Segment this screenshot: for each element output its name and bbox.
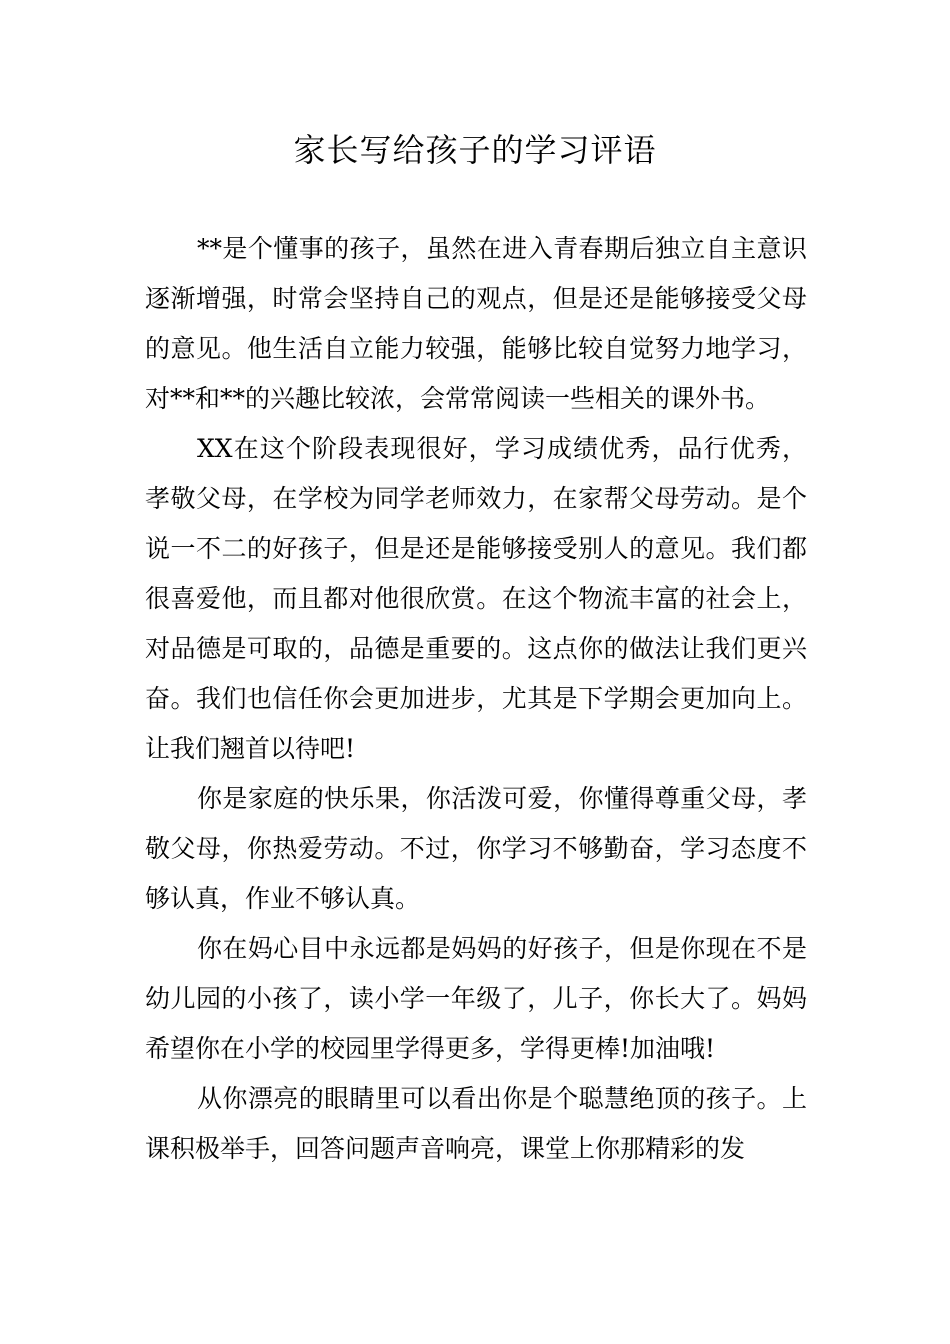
paragraph-3: 你是家庭的快乐果，你活泼可爱，你懂得尊重父母，孝敬父母，你热爱劳动。不过，你学习不够勤奋，学习态度不够认真，作业不够认真。 <box>145 784 807 913</box>
paragraph-2: XX在这个阶段表现很好，学习成绩优秀，品行优秀，孝敬父母，在学校为同学老师效力，在家帮父母劳动。是个说一不二的好孩子，但是还是能够接受别人的意见。我们都很喜爱他，而且都对他很欣赏。在这个物流丰富的社会上，对品德是可取的，品德是重要的。这点你的做法让我们更兴奋。我们也信任你会更加进步，尤其是下学期会更加向上。让我们翘首以待吧! <box>145 434 807 763</box>
document-title: 家长写给孩子的学习评语 <box>293 131 657 169</box>
paragraph-4: 你在妈心目中永远都是妈妈的好孩子，但是你现在不是幼儿园的小孩了，读小学一年级了，儿子，你长大了。妈妈希望你在小学的校园里学得更多，学得更棒!加油哦! <box>145 934 807 1063</box>
paragraph-1: **是个懂事的孩子，虽然在进入青春期后独立自主意识逐渐增强，时常会坚持自己的观点，但是还是能够接受父母的意见。他生活自立能力较强，能够比较自觉努力地学习，对**和**的兴趣比较浓，会常常阅读一些相关的课外书。 <box>145 234 807 413</box>
document-body <box>145 224 807 1174</box>
paragraph-5: 从你漂亮的眼睛里可以看出你是个聪慧绝顶的孩子。上课积极举手，回答问题声音响亮，课堂上你那精彩的发 <box>145 1084 807 1163</box>
